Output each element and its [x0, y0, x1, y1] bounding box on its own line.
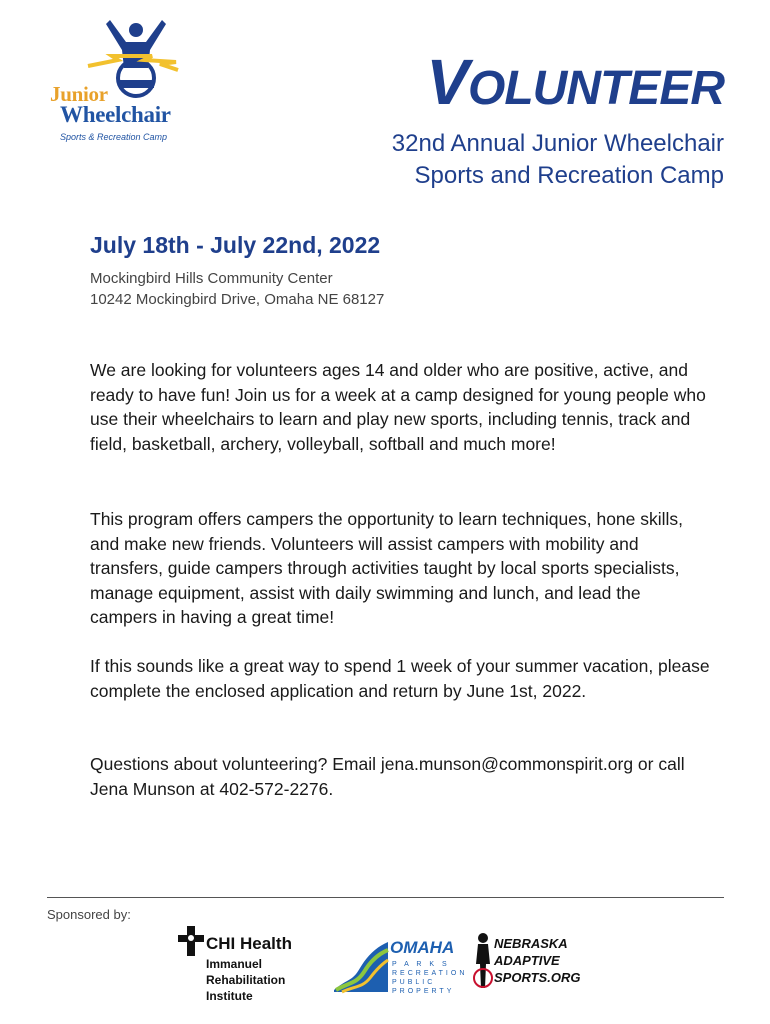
body-paragraph-program: This program offers campers the opportunity to learn techniques, hone skills, and make new friends. Volunteers will assist campers with mobility and transfers, guide campers through activities taught by local sports specialists, manage equipment, assist with daily swimming and lunch, and lead the campers in having a great time!	[90, 509, 684, 627]
omaha-parks-wave-icon	[334, 938, 390, 994]
sponsor-omaha-parks	[334, 936, 468, 996]
athlete-silhouette-icon	[472, 932, 494, 992]
omaha-parks-name: OMAHA	[390, 938, 455, 957]
logo-tagline: Sports & Recreation Camp	[60, 132, 168, 142]
chi-health-subtitle: Immanuel Rehabilitation Institute	[206, 957, 286, 1003]
sponsor-nebraska-adaptive-sports	[472, 930, 581, 994]
logo-word-wheelchair: Wheelchair	[60, 102, 171, 127]
title-rest: OLUNTEER	[468, 62, 724, 115]
logo-word-junior: Junior	[50, 82, 108, 106]
page-title	[426, 46, 724, 118]
body-paragraph-contact: Questions about volunteering? Email jena.munson@commonspirit.org or call Jena Munson at 402-572-2276.	[90, 754, 685, 799]
event-venue	[90, 268, 384, 310]
camp-logo	[48, 20, 208, 140]
subtitle-line-1: 32nd Annual Junior Wheelchair	[391, 130, 724, 157]
footer-divider	[47, 897, 724, 898]
venue-name: Mockingbird Hills Community Center	[90, 270, 333, 287]
chi-health-cross-icon	[178, 926, 204, 956]
title-initial: V	[426, 46, 468, 118]
nas-line-1: NEBRASKA	[494, 936, 568, 951]
event-dates: July 18th - July 22nd, 2022	[90, 232, 381, 258]
chi-health-name: CHI Health	[206, 934, 292, 953]
body-paragraph-apply: If this sounds like a great way to spend 1 week of your summer vacation, please complete the enclosed application and return by June 1st, 2022.	[90, 656, 710, 701]
page-subtitle	[392, 128, 724, 192]
omaha-parks-subtitle: P A R K S RECREATION PUBLIC PROPERTY	[392, 961, 468, 995]
nas-line-3: SPORTS.ORG	[494, 970, 581, 985]
subtitle-line-2: Sports and Recreation Camp	[414, 162, 724, 189]
nas-line-2: ADAPTIVE	[494, 953, 560, 968]
sponsor-chi-health	[178, 920, 308, 1010]
body-paragraph-intro: We are looking for volunteers ages 14 and older who are positive, active, and ready to have fun! Join us for a week at a camp designed for young people who use their wheelchairs to learn and play new sports, including tennis, track and field, basketball, archery, volleyball, softball and much more!	[90, 360, 706, 454]
sponsored-label: Sponsored by:	[47, 907, 131, 922]
venue-address: 10242 Mockingbird Drive, Omaha NE 68127	[90, 291, 385, 308]
